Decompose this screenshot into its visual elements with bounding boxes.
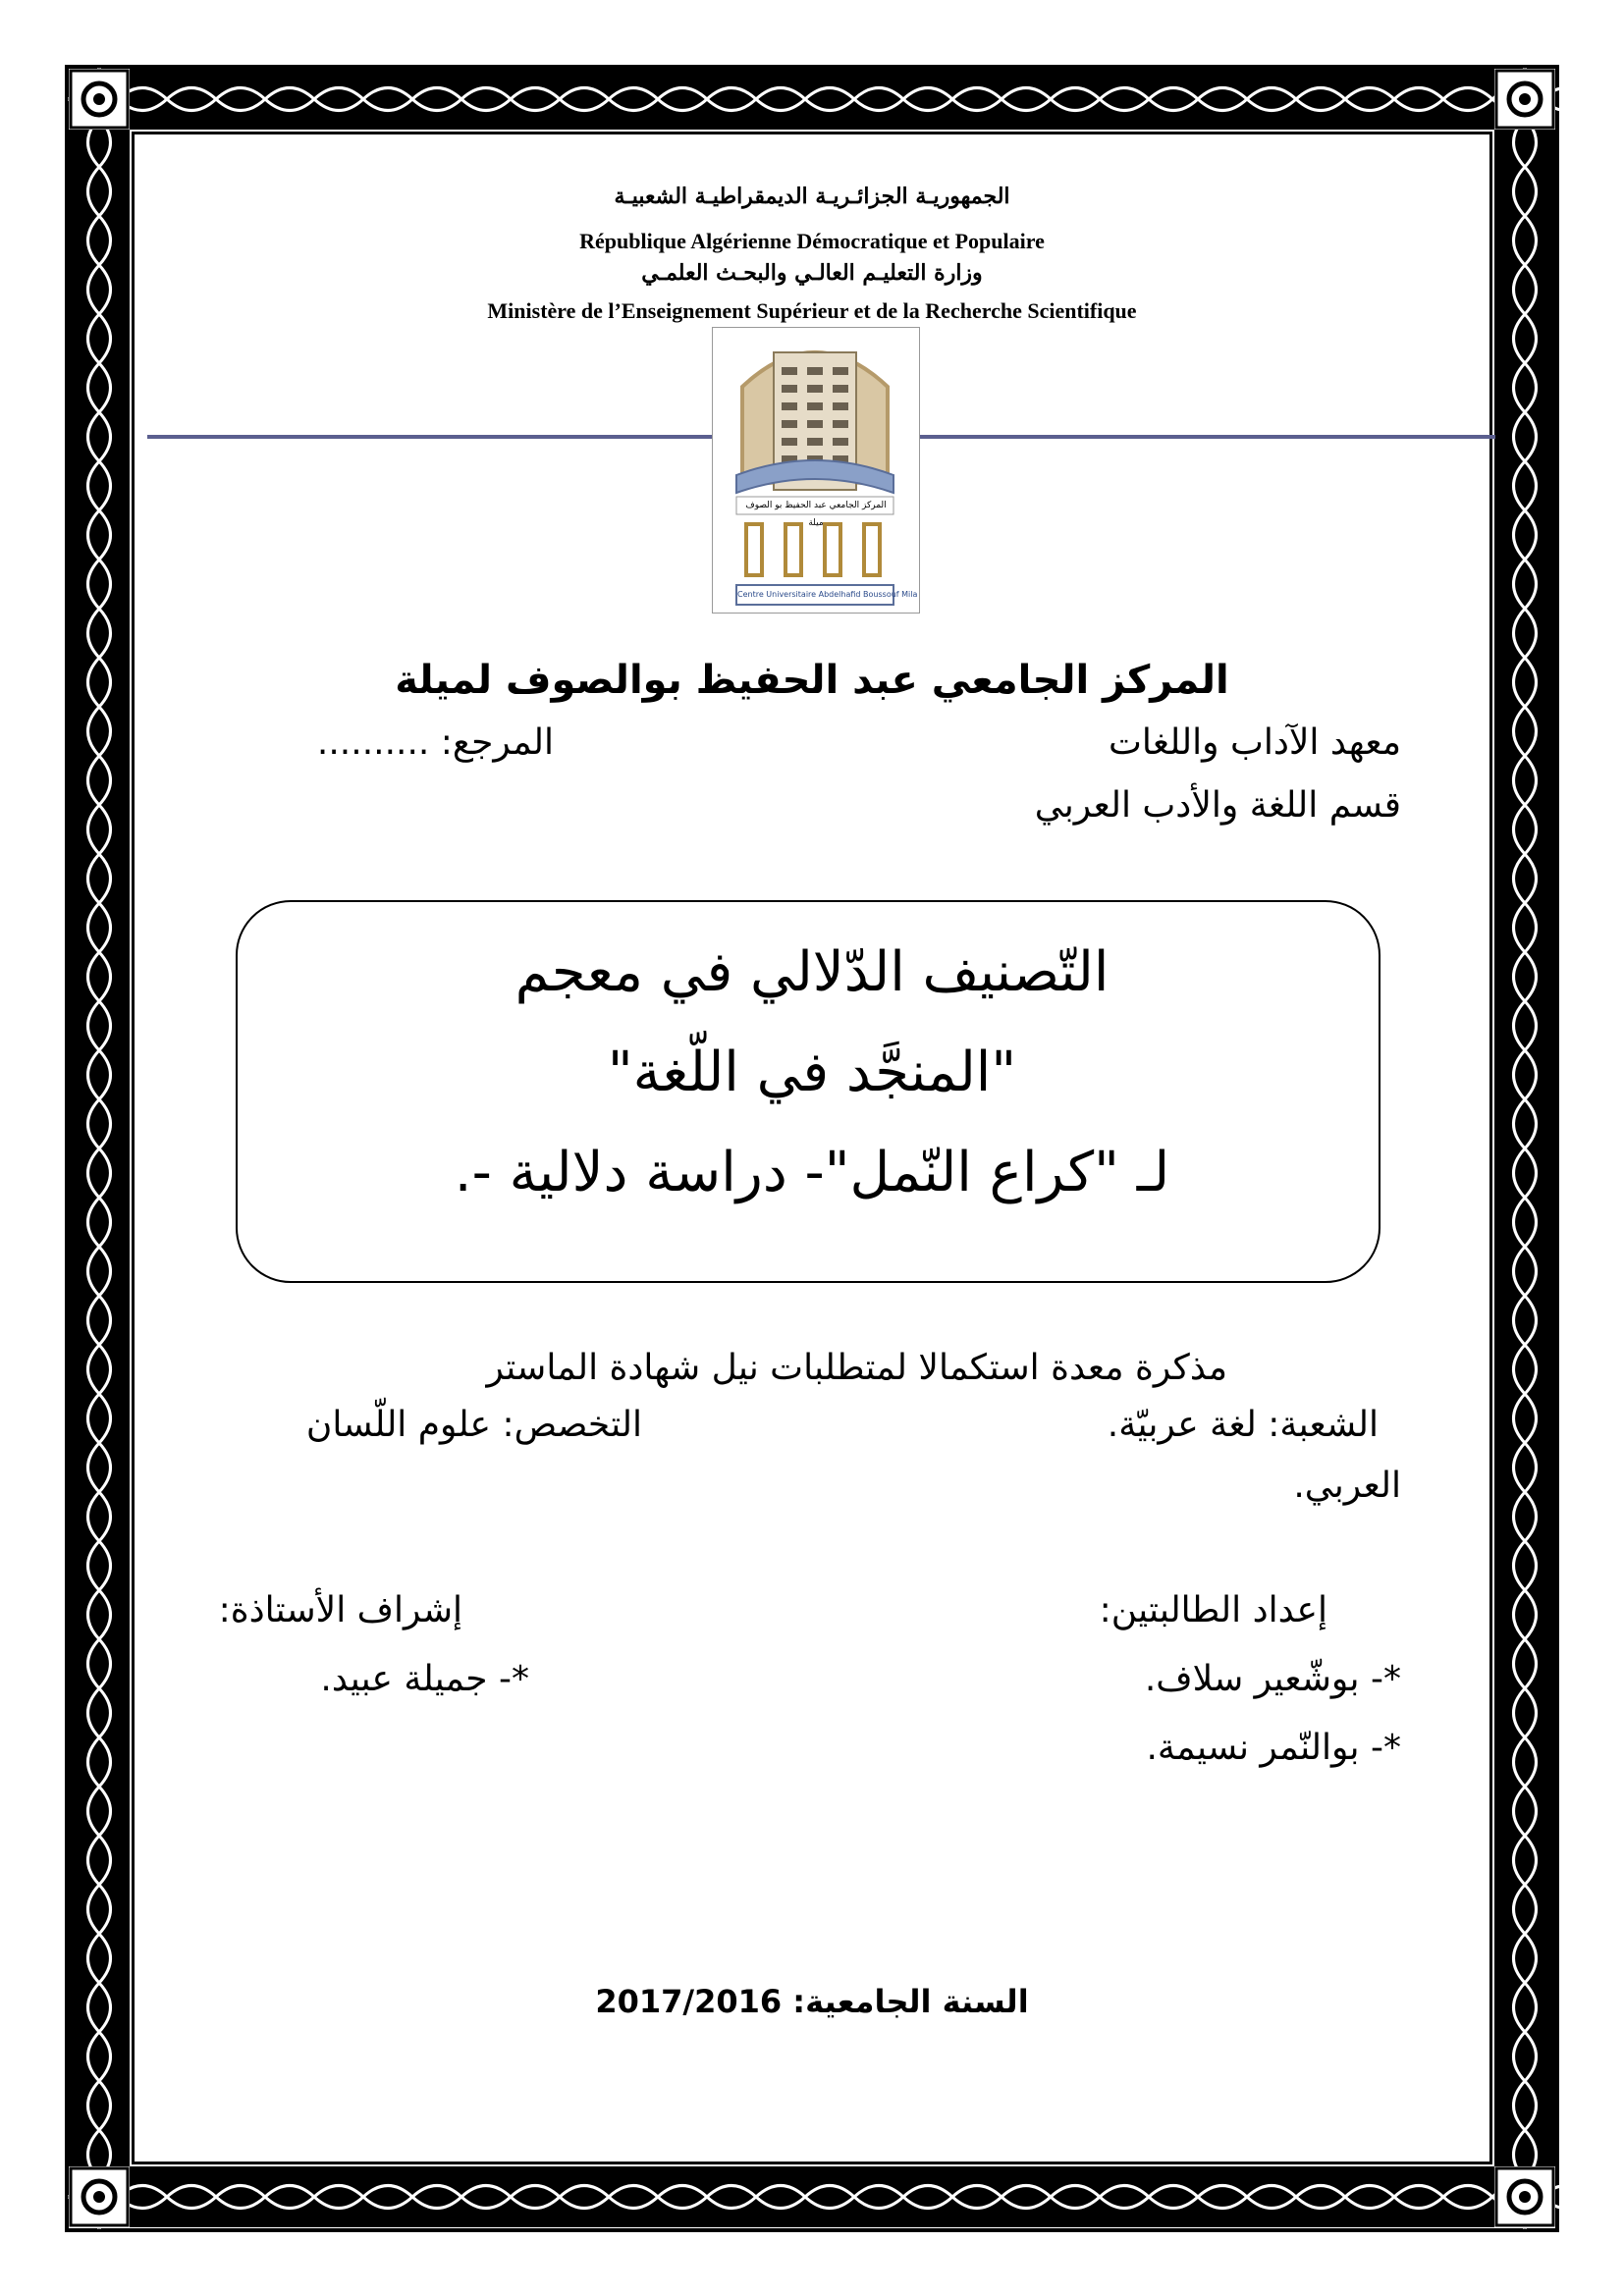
department-name: قسم اللغة والأدب العربي [1034, 785, 1401, 826]
header-rule-left [147, 435, 714, 439]
university-logo [712, 327, 920, 614]
title-line-2: "المنجَّد في اللّغة" [607, 1041, 1017, 1104]
academic-year: السنة الجامعية: 2017/2016 [595, 1983, 1029, 2020]
corner-ornament-icon [69, 2166, 130, 2227]
title-line-1: التّصنيف الدّلالي في معجم [514, 940, 1110, 1004]
logo-caption-french: Centre Universitaire Abdelhafid Boussouf Mila [737, 590, 918, 599]
center-name: المركز الجامعي عبد الحفيظ بوالصوف لميلة [395, 658, 1229, 703]
corner-ornament-icon [69, 69, 130, 130]
ministry-french: Ministère de l’Enseignement Supérieur et de la Recherche Scientifique [487, 298, 1137, 323]
thesis-purpose: مذكرة معدة استكمالا لمتطلبات نيل شهادة الماستر [486, 1348, 1227, 1388]
ministry-arabic: وزارة التعليـم العالـي والبحـث العلمـي [641, 260, 983, 286]
specialty-continued: العربي. [1293, 1466, 1401, 1506]
header-rule-right [916, 435, 1495, 439]
students-label: إعداد الطالبتين: [1099, 1590, 1327, 1630]
supervisor-name: *- جميلة عبيد. [320, 1659, 529, 1699]
border-chain-top [69, 69, 1555, 130]
student-name: *- بوشّعير سلاف. [1144, 1659, 1401, 1699]
reference-number: المرجع: .......... [316, 722, 554, 763]
corner-ornament-icon [1494, 69, 1555, 130]
title-line-3: لـ "كراع النّمل"- دراسة دلالية -. [454, 1141, 1170, 1204]
republic-arabic: الجمهوريـة الجزائـريـة الديمقراطيـة الشعبيـة [614, 184, 1010, 209]
republic-french: République Algérienne Démocratique et Populaire [579, 229, 1045, 253]
institute-name: معهد الآداب واللغات [1109, 722, 1401, 763]
specialty: التخصص: علوم اللّسان [305, 1405, 642, 1445]
building-logo-icon [713, 328, 917, 611]
supervisor-label: إشراف الأستاذة: [218, 1590, 462, 1630]
branch: الشعبة: لغة عربيّة. [1107, 1405, 1379, 1445]
logo-caption-arabic: المركز الجامعي عبد الحفيظ بو الصوف ميلة [745, 501, 887, 528]
border-chain-bottom [69, 2166, 1555, 2227]
corner-ornament-icon [1494, 2166, 1555, 2227]
student-name: *- بوالنّمر نسيمة. [1146, 1728, 1401, 1768]
